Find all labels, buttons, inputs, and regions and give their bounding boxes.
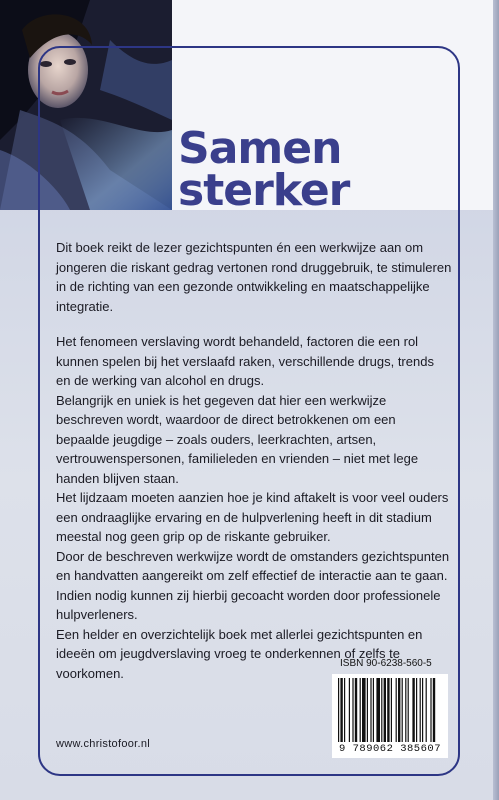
barcode-bar (367, 678, 368, 742)
barcode-bar (373, 678, 374, 742)
isbn-label: ISBN 90-6238-560-5 (340, 658, 432, 669)
barcode-bar (360, 678, 361, 742)
barcode-bar (338, 678, 339, 742)
barcode-bar (426, 678, 427, 742)
barcode-bar (405, 678, 406, 742)
barcode-bar (370, 678, 371, 742)
barcode-bars (332, 674, 448, 744)
barcode-bar (430, 678, 431, 742)
barcode-bar (396, 678, 397, 742)
blurb-paragraph: Belangrijk en uniek is het gegeven dat hier een werkwijze beschreven wordt, waardoor de direct betrokkenen om een bepaalde jeugdige – zoals ouders, leerkrachten, artsen, vertrouwenspersonen, familieleden en vrienden – niet met lege handen blijven staan. (56, 392, 419, 486)
blurb (56, 238, 452, 683)
barcode-bar (384, 678, 386, 742)
barcode-bar (420, 678, 421, 742)
blurb-paragraph: Een helder en overzichtelijk boek met allerlei gezichtspunten en ideeën om jeugdverslaving vroeg te onderkennen of zelfs te voorkomen. (56, 626, 423, 681)
blurb-paragraph: Dit boek reikt de lezer gezichtspunten én een werkwijze aan om jongeren die riskant gedrag vertonen rond druggebruik, te stimuleren in de richting van een gezonde ontwikkeling en maatschappelijke integratie. (56, 240, 452, 314)
barcode-bar (387, 678, 389, 742)
barcode-bar (340, 678, 342, 742)
barcode-bar (416, 678, 417, 742)
blurb-paragraph: Het fenomeen verslaving wordt behandeld, factoren die een rol kunnen spelen bij het verslaafd raken, verschillende drugs, trends en de werking van alcohol en drugs. (56, 334, 434, 388)
barcode-bar (398, 678, 400, 742)
blurb-paragraph: Het lijdzaam moeten aanzien hoe je kind aftakelt is voor veel ouders een ondraaglijke ervaring en de hulpverlening heeft in dit stadium meestal nog geen grip op de riskante gebruiker. (56, 490, 449, 544)
barcode-bar (381, 678, 382, 742)
barcode-bar (344, 678, 345, 742)
book-title-line1: Samen (178, 123, 342, 174)
barcode-bar (433, 678, 435, 742)
barcode-bar (391, 678, 392, 742)
blurb-paragraph: Door de beschreven werkwijze wordt de omstanders gezichtspunten en handvatten aangereikt om zelf effectief de interactie aan te gaan. Indien nodig kunnen zij hierbij gecoacht worden door professionele hulpverleners. (56, 548, 450, 622)
barcode-bar (408, 678, 409, 742)
barcode-bar (349, 678, 350, 742)
barcode-bar (376, 678, 380, 742)
barcode-digits: 9 789062 385607 (338, 743, 441, 755)
barcode-bar (402, 678, 403, 742)
barcode-bar (422, 678, 423, 742)
barcode-bar (355, 678, 357, 742)
barcode-bar (412, 678, 414, 742)
page-edge (493, 0, 499, 800)
book-title-line2: sterker (178, 165, 350, 216)
website-url: www.christofoor.nl (56, 738, 151, 750)
book-title (178, 123, 458, 216)
barcode-bar (362, 678, 366, 742)
barcode-bar (352, 678, 353, 742)
